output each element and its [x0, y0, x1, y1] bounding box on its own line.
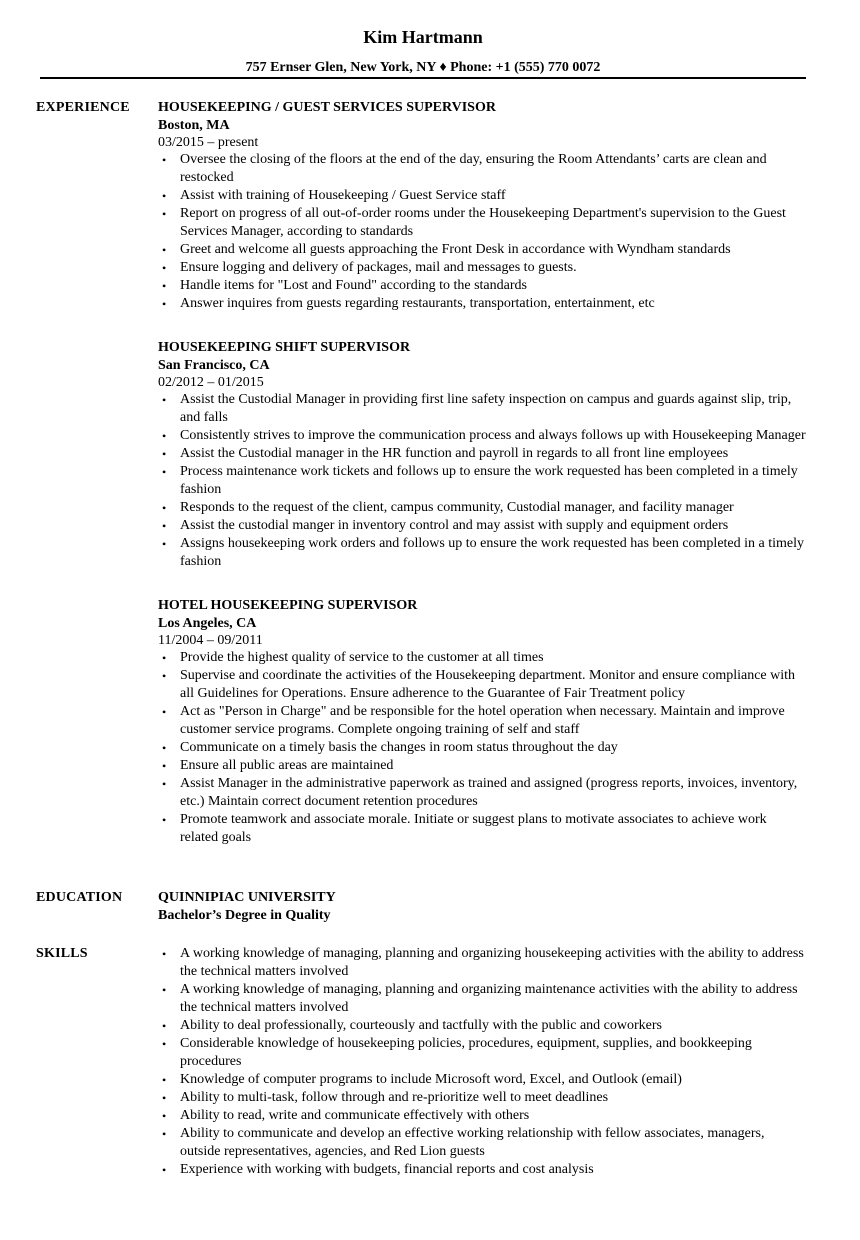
job-duties — [158, 151, 806, 313]
bullet-icon: • — [162, 519, 167, 533]
list-item: • Knowledge of computer programs to include Microsoft word, Excel, and Outlook (email) — [162, 1072, 682, 1087]
list-item: • Ability to communicate and develop an effective working relationship with fellow associates, managers, outside representatives, agencies, and Red Lion guests — [162, 1126, 765, 1159]
job-location: Los Angeles, CA — [158, 616, 257, 631]
list-item: • A working knowledge of managing, planning and organizing maintenance activities with the ability to address the technical matters involved — [162, 982, 798, 1015]
job-entry — [158, 99, 806, 313]
education-heading: EDUCATION — [36, 890, 123, 905]
education-entry — [158, 889, 806, 925]
list-item: • Ability to read, write and communicate effectively with others — [162, 1108, 530, 1123]
bullet-icon: • — [162, 759, 167, 773]
list-item: • Supervise and coordinate the activities of the Housekeeping department. Monitor and ensure compliance with all Guidelines for Operations. Ensure adherence to the Guarantee of Fair Treatment policy — [162, 668, 796, 701]
list-item: • Oversee the closing of the floors at the end of the day, ensuring the Room Attendants’ carts are clean and restocked — [162, 152, 767, 185]
bullet-icon: • — [162, 279, 167, 293]
list-item: • Process maintenance work tickets and follows up to ensure the work requested has been completed in a timely fashion — [162, 464, 798, 497]
bullet-icon: • — [162, 261, 167, 275]
job-dates: 02/2012 – 01/2015 — [158, 375, 264, 390]
job-location: San Francisco, CA — [158, 358, 270, 373]
bullet-icon: • — [162, 947, 167, 961]
bullet-icon: • — [162, 741, 167, 755]
list-item: • Greet and welcome all guests approaching the Front Desk in accordance with Wyndham standards — [162, 242, 731, 257]
list-item: • Ability to deal professionally, courteously and tactfully with the public and coworkers — [162, 1018, 662, 1033]
skills-list-wrapper — [158, 945, 806, 1179]
list-item: • Consistently strives to improve the communication process and always follows up with Housekeeping Manager — [162, 428, 806, 443]
list-item: • Responds to the request of the client, campus community, Custodial manager, and facility manager — [162, 500, 734, 515]
list-item: • Act as "Person in Charge" and be responsible for the hotel operation when necessary. Maintain and improve customer service programs. Complete ongoing training of self and staff — [162, 704, 785, 737]
bullet-icon: • — [162, 429, 167, 443]
bullet-icon: • — [162, 1163, 167, 1177]
skills-heading: SKILLS — [36, 946, 88, 961]
list-item: • A working knowledge of managing, planning and organizing housekeeping activities with the ability to address the technical matters involved — [162, 946, 804, 979]
bullet-icon: • — [162, 1073, 167, 1087]
list-item: • Experience with working with budgets, financial reports and cost analysis — [162, 1162, 594, 1177]
list-item: • Assist with training of Housekeeping / Guest Service staff — [162, 188, 506, 203]
job-duties — [158, 391, 806, 571]
bullet-icon: • — [162, 669, 167, 683]
job-title: HOUSEKEEPING / GUEST SERVICES SUPERVISOR — [158, 100, 496, 115]
bullet-icon: • — [162, 297, 167, 311]
job-location: Boston, MA — [158, 118, 230, 133]
job-dates: 03/2015 – present — [158, 135, 259, 150]
bullet-icon: • — [162, 207, 167, 221]
job-entry — [158, 597, 806, 847]
bullet-icon: • — [162, 393, 167, 407]
experience-list — [158, 99, 806, 873]
list-item: • Considerable knowledge of housekeeping policies, procedures, equipment, supplies, and bookkeeping procedures — [162, 1036, 752, 1069]
candidate-name: Kim Hartmann — [363, 27, 483, 47]
job-dates: 11/2004 – 09/2011 — [158, 633, 263, 648]
bullet-icon: • — [162, 1037, 167, 1051]
list-item: • Assist Manager in the administrative paperwork as trained and assigned (progress reports, invoices, inventory, etc.) Maintain correct document retention procedures — [162, 776, 798, 809]
bullet-icon: • — [162, 465, 167, 479]
list-item: • Report on progress of all out-of-order rooms under the Housekeeping Department's supervision to the Guest Services Manager, according to standards — [162, 206, 786, 239]
list-item: • Ensure all public areas are maintained — [162, 758, 394, 773]
skills-list — [158, 945, 806, 1179]
list-item: • Assigns housekeeping work orders and follows up to ensure the work requested has been completed in a timely fashion — [162, 536, 805, 569]
bullet-icon: • — [162, 243, 167, 257]
bullet-icon: • — [162, 537, 167, 551]
bullet-icon: • — [162, 153, 167, 167]
bullet-icon: • — [162, 651, 167, 665]
list-item: • Communicate on a timely basis the changes in room status throughout the day — [162, 740, 618, 755]
bullet-icon: • — [162, 1091, 167, 1105]
bullet-icon: • — [162, 189, 167, 203]
list-item: • Provide the highest quality of service to the customer at all times — [162, 650, 544, 665]
bullet-icon: • — [162, 501, 167, 515]
bullet-icon: • — [162, 1127, 167, 1141]
job-title: HOTEL HOUSEKEEPING SUPERVISOR — [158, 598, 418, 613]
contact-line: 757 Ernser Glen, New York, NY ♦ Phone: +1 (555) 770 0072 — [245, 60, 601, 75]
bullet-icon: • — [162, 1109, 167, 1123]
list-item: • Ensure logging and delivery of packages, mail and messages to guests. — [162, 260, 577, 275]
experience-heading: EXPERIENCE — [36, 100, 130, 115]
degree: Bachelor’s Degree in Quality — [158, 908, 331, 923]
list-item: • Assist the Custodial manager in the HR function and payroll in regards to all front line employees — [162, 446, 729, 461]
bullet-icon: • — [162, 1019, 167, 1033]
list-item: • Handle items for "Lost and Found" according to the standards — [162, 278, 527, 293]
school-name: QUINNIPIAC UNIVERSITY — [158, 890, 336, 905]
job-title: HOUSEKEEPING SHIFT SUPERVISOR — [158, 340, 411, 355]
list-item: • Assist the Custodial Manager in providing first line safety inspection on campus and guards against slip, trip, and falls — [162, 392, 792, 425]
list-item: • Promote teamwork and associate morale. Initiate or suggest plans to motivate associates to achieve work related goals — [162, 812, 767, 845]
bullet-icon: • — [162, 813, 167, 827]
bullet-icon: • — [162, 983, 167, 997]
bullet-icon: • — [162, 447, 167, 461]
job-entry — [158, 339, 806, 571]
list-item: • Assist the custodial manger in inventory control and may assist with supply and equipment orders — [162, 518, 729, 533]
list-item: • Answer inquires from guests regarding restaurants, transportation, entertainment, etc — [162, 296, 655, 311]
bullet-icon: • — [162, 705, 167, 719]
bullet-icon: • — [162, 777, 167, 791]
header-divider — [40, 77, 806, 79]
job-duties — [158, 649, 806, 847]
list-item: • Ability to multi-task, follow through and re-prioritize well to meet deadlines — [162, 1090, 609, 1105]
